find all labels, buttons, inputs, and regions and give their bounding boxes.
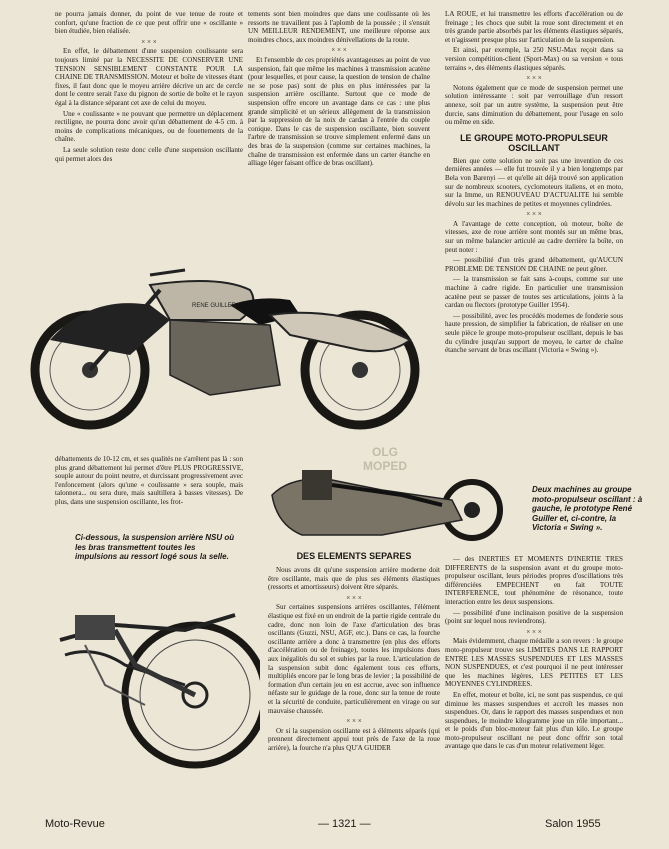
- paragraph: Notons également que ce mode de suspension permet une solution intéressante : soit par verrouillage d'un ressort annexe, soit par un autre système, la suspension peut être durcie, sans diminution du débattement, pour l'usage en solo ou même en side.: [445, 83, 623, 127]
- paragraph: Une « coulissante » ne pouvant que permettre un déplacement rectiligne, ne pourra donc avoir qu'un débattement de 4-5 cm. à moins de complications mécaniques, ou de fouettements de la chaîne.: [55, 109, 243, 144]
- column-3-top: [445, 10, 623, 357]
- paragraph: — possibilité, avec les procédés modernes de fonderie sous haute pression, de simplifier la fabrication, de réaliser en une seule pièce le groupe moto-propulseur oscillant, depuis le bas du cylindre jusqu'au support de moyeu, le carter de chaîne étanche servant de bras oscillant (Victoria « Swing »).: [445, 311, 623, 355]
- paragraph: Et l'ensemble de ces propriétés avantageuses au point de vue suspension, fait que même les machines à transmission acatène (pour lesquelles, et pour cause, la question de tension de chaîne ne se pose pas) sont de plus en plus intéressées par la suspension arrière oscillante. Surtout que ce mode de suspension offre encore un avantage dans ce cas : une plus grande simplicité et un sérieux allègement de la transmission par la suppression de la noix de cardan à l'entrée du couple conique. Dans le cas de suspension oscillante, bien souvent l'arbre de transmission se trouve simplement enfermé dans un des bras de la suspension (comme sur certaines machines, la chaîne de transmission est enfermée dans un carter étanche en alliage léger faisant office de bras oscillant).: [248, 55, 430, 168]
- paragraph: débattements de 10-12 cm, et ses qualités ne s'arrêtent pas là : son plus grand débattement lui permet d'être PLUS PROGRESSIVE, souple autour du point neutre, et durcissant progressivement avec l'enfoncement (alors qu'une « coulissante » sera souple, mais talonnera... ou sera dure, mais saultillera à basses vitesses). De plus, dans une suspension oscillante, les frot-: [55, 455, 243, 506]
- caption-nsu: Ci-dessous, la suspension arrière NSU où les bras transmettent toutes les impulsions au ressort logé sous la selle.: [75, 533, 235, 561]
- page-number: — 1321 —: [318, 818, 371, 830]
- paragraph: — la transmission se fait sans à-coups, comme sur une machine à cadre rigide. En particulier une transmission acatène peut se passer de toutes ses articulations, joints à la cardan ou flectors (prototype Guiller 1954).: [445, 275, 623, 310]
- paragraph: En effet, le débattement d'une suspension coulissante sera toujours limité par la NECESSITE DE CONSERVER UNE TENSION SENSIBLEMENT CONSTANTE POUR LA CHAINE DE TRANSMISSION. Moteur et boîte de vitesses étant fixes, il faut donc que le moyeu arrière décrive un arc de cercle dont le centre serait l'axe du pignon de sortie de boîte et le rayon égal à la distance séparant cet axe de celui du moyeu.: [55, 47, 243, 107]
- separator: × × ×: [331, 46, 347, 55]
- paragraph: — possibilité d'une inclinaison positive de la suspension (point sur lequel nous reviendrons).: [445, 608, 623, 626]
- separator: × × ×: [526, 210, 542, 219]
- paragraph: — des INERTIES ET MOMENTS D'INERTIE TRES DIFFERENTS de la suspension avant et du groupe moto-propulseur oscillant, leurs périodes propres d'oscillations très différenciées EMPECHENT en fait TOUTE INTERFERENCE, tout phénomène de résonance, toute interaction entre les deux suspensions.: [445, 555, 623, 606]
- paragraph: A l'avantage de cette conception, où moteur, boîte de vitesses, axe de roue arrière sont montés sur un même bras, sur un même balancier articulé au cadre derrière la boîte, on peut noter :: [445, 219, 623, 254]
- column-1-top: [55, 10, 243, 165]
- paragraph: ne pourra jamais donner, du point de vue tenue de route et confort, qu'une fraction de ce que peut offrir une « oscillante » bien étudiée, bien réalisée.: [55, 10, 243, 36]
- motorcycle-photo: [20, 245, 440, 445]
- footer-left: Moto-Revue: [45, 818, 105, 830]
- paragraph: Or si la suspension oscillante est à éléments séparés (qui prennent directement appui tout près de l'axe de la roue arrière), la fourche n'a plus QU'A GUIDER: [268, 726, 440, 752]
- paragraph: La seule solution reste donc celle d'une suspension oscillante qui permet alors des: [55, 145, 243, 163]
- column-1-bottom: [55, 455, 243, 509]
- paragraph: Bien que cette solution ne soit pas une invention de ces dernières années — elle fut trouvée il y a bien longtemps par Bela von Barenyi — et qu'elle ait déjà trouvé son application sur de nombreux scooters, cyclomoteurs italiens, et en moto, sur la Imme, un RENOUVEAU D'ACTUALITE lui semble dévolu sur les machines de petites et moyennes cylindrées.: [445, 156, 623, 208]
- paragraph: tements sont bien moindres que dans une coulissante où les ressorts ne travaillent pas à l'aplomb de la poussée ; il s'ensuit UN MEILLEUR RENDEMENT, une meilleure réponse aux moindres chocs, aux moindres dénivellations de la route.: [248, 10, 430, 44]
- column-3-bottom: [445, 555, 623, 753]
- separator: × × ×: [346, 717, 362, 726]
- bike-label: RENE GUILLER: [192, 303, 237, 309]
- engine-photo: [262, 455, 512, 555]
- paragraph: Mais évidemment, chaque médaille a son revers : le groupe moto-propulseur trouve ses LIMITES DANS LE RAPPORT ENTRE LES MASSES SUSPENDUES ET LES MASSES NON SUSPENDUES, et c'est pourquoi il ne peut intéresser que les machines légères, LES PETITES ET LES MOYENNES CYLINDREES.: [445, 637, 623, 689]
- section-heading-elements: DES ELEMENTS SEPARES: [296, 551, 412, 561]
- section-heading-groupe: LE GROUPE MOTO-PROPULSEUR OSCILLANT: [460, 132, 608, 153]
- watermark: OLG MOPED: [362, 445, 407, 473]
- paragraph: En effet, moteur et boîte, ici, ne sont pas suspendus, ce qui diminue les masses suspendues et accroît les masses non suspendues. Or, dans le rapport des masses suspendues et non suspendues, le moindre kilogramme joue un rôle important... et le poids d'un bloc-moteur fait plus d'un kilo. Le groupe moto-propulseur oscillant ne peut donc offrir son total avantage que dans le cas d'un moteur relativement léger.: [445, 690, 623, 751]
- paragraph: LA ROUE, et lui transmettre les efforts d'accélération ou de freinage ; les chocs que subit la roue sont directement et en très grande partie absorbés par les éléments élastiques séparés, et n'agissent presque plus sur l'articulation de la suspension.: [445, 10, 623, 44]
- column-2-bottom: [268, 566, 440, 754]
- separator: × × ×: [526, 627, 542, 636]
- separator: × × ×: [346, 593, 362, 602]
- separator: × × ×: [526, 74, 542, 83]
- paragraph: Nous avons dit qu'une suspension arrière moderne doit être oscillante, mais que de plus ses éléments élastiques (ressorts et amortisseurs) doivent être séparés.: [268, 566, 440, 592]
- paragraph: Sur certaines suspensions arrières oscillantes, l'élément élastique est fixé en un endroit de la partie rigide centrale du cadre, donc non loin de l'axe d'articulation des bras oscillants (Guzzi, NSU, AGF, etc.). Dans ce cas, la fourche oscillante arrière a donc à transmettre (en plus des efforts d'accélération ou de freinage), toutes les impulsions dues aux inégalités du sol et subies par la roue. L'articulation de la suspension subit donc également tous ces efforts, multipliés encore par le long bras de levier ; la possibilité de formation d'un certain jeu en est accrue, avec son influence néfaste sur le guidage de la roue, donc sur la tenue de route et la sécurité de conduite, particulièrement en virage ou sur mauvaise chaussée.: [268, 603, 440, 715]
- column-2-top: [248, 10, 430, 170]
- footer-right: Salon 1955: [545, 818, 601, 830]
- separator: × × ×: [141, 37, 157, 46]
- paragraph: Et ainsi, par exemple, la 250 NSU-Max reçoit dans sa version compétition-client (Sport-Max) ou sa version « tous terrains », des éléments élastiques séparés.: [445, 46, 623, 72]
- caption-victoria: Deux machines au groupe moto-propulseur oscillant : à gauche, le prototype René Guiller et, ci-contre, la Victoria « Swing ».: [532, 485, 643, 532]
- nsu-suspension-drawing: [55, 585, 260, 795]
- paragraph: — possibilité d'un très grand débattement, qu'AUCUN PROBLEME DE TENSION DE CHAINE ne peut gêner.: [445, 256, 623, 273]
